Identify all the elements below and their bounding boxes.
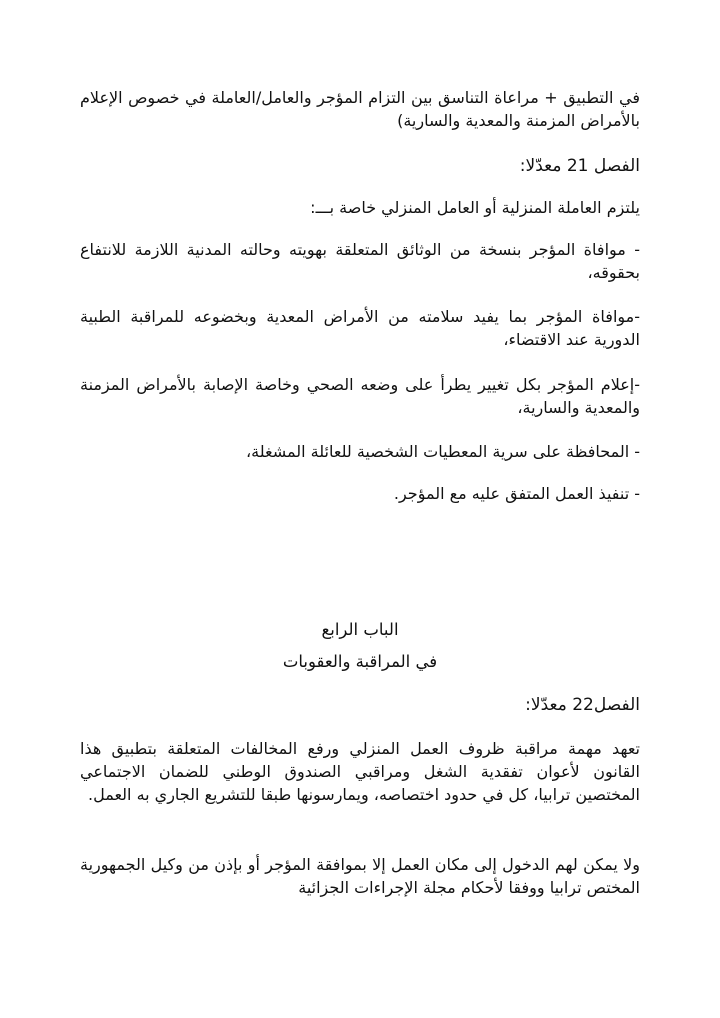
article-21-item-4: - المحافظة على سرية المعطيات الشخصية للعائلة المشغلة، xyxy=(245,442,640,461)
article-21-item-5: - تنفيذ العمل المتفق عليه مع المؤجر. xyxy=(393,484,640,503)
article-21-item-2: -موافاة المؤجر بما يفيد سلامته من الأمراض المعدية وبخضوعه للمراقبة الطبية الدورية عند الاقتضاء، xyxy=(80,307,640,349)
article-22-heading: الفصل22 معدّلا: xyxy=(525,695,640,715)
article-22-paragraph-2: ولا يمكن لهم الدخول إلى مكان العمل إلا بموافقة المؤجر أو بإذن من وكيل الجمهورية المختص ترابيا ووفقا لأحكام مجلة الإجراءات الجزائية xyxy=(80,855,640,897)
article-21-heading: الفصل 21 معدّلا: xyxy=(519,156,640,176)
intro-paragraph: في التطبيق + مراعاة التناسق بين التزام المؤجر والعامل/العاملة في خصوص الإعلام بالأمراض المزمنة والمعدية والسارية) xyxy=(80,88,640,130)
article-22-paragraph-1: تعهد مهمة مراقبة ظروف العمل المنزلي ورفع المخالفات المتعلقة بتطبيق هذا القانون لأعوان تفقدية الشغل ومراقبي الصندوق الوطني للضمان الاجتماعي المختصين ترابيا، كل في حدود اختصاصه، ويمارسونها طبقا للتشريع الجاري به العمل. xyxy=(80,739,640,804)
chapter-subtitle: في المراقبة والعقوبات xyxy=(282,652,438,671)
article-21-item-1: - موافاة المؤجر بنسخة من الوثائق المتعلقة بهويته وحالته المدنية اللازمة للانتفاع بحقوقه، xyxy=(80,240,640,282)
article-21-item-3: -إعلام المؤجر بكل تغيير يطرأ على وضعه الصحي وخاصة الإصابة بالأمراض المزمنة والمعدية والسارية، xyxy=(80,375,640,417)
article-21-lead: يلتزم العاملة المنزلية أو العامل المنزلي خاصة بـــ: xyxy=(310,198,640,217)
chapter-title: الباب الرابع xyxy=(321,620,399,639)
